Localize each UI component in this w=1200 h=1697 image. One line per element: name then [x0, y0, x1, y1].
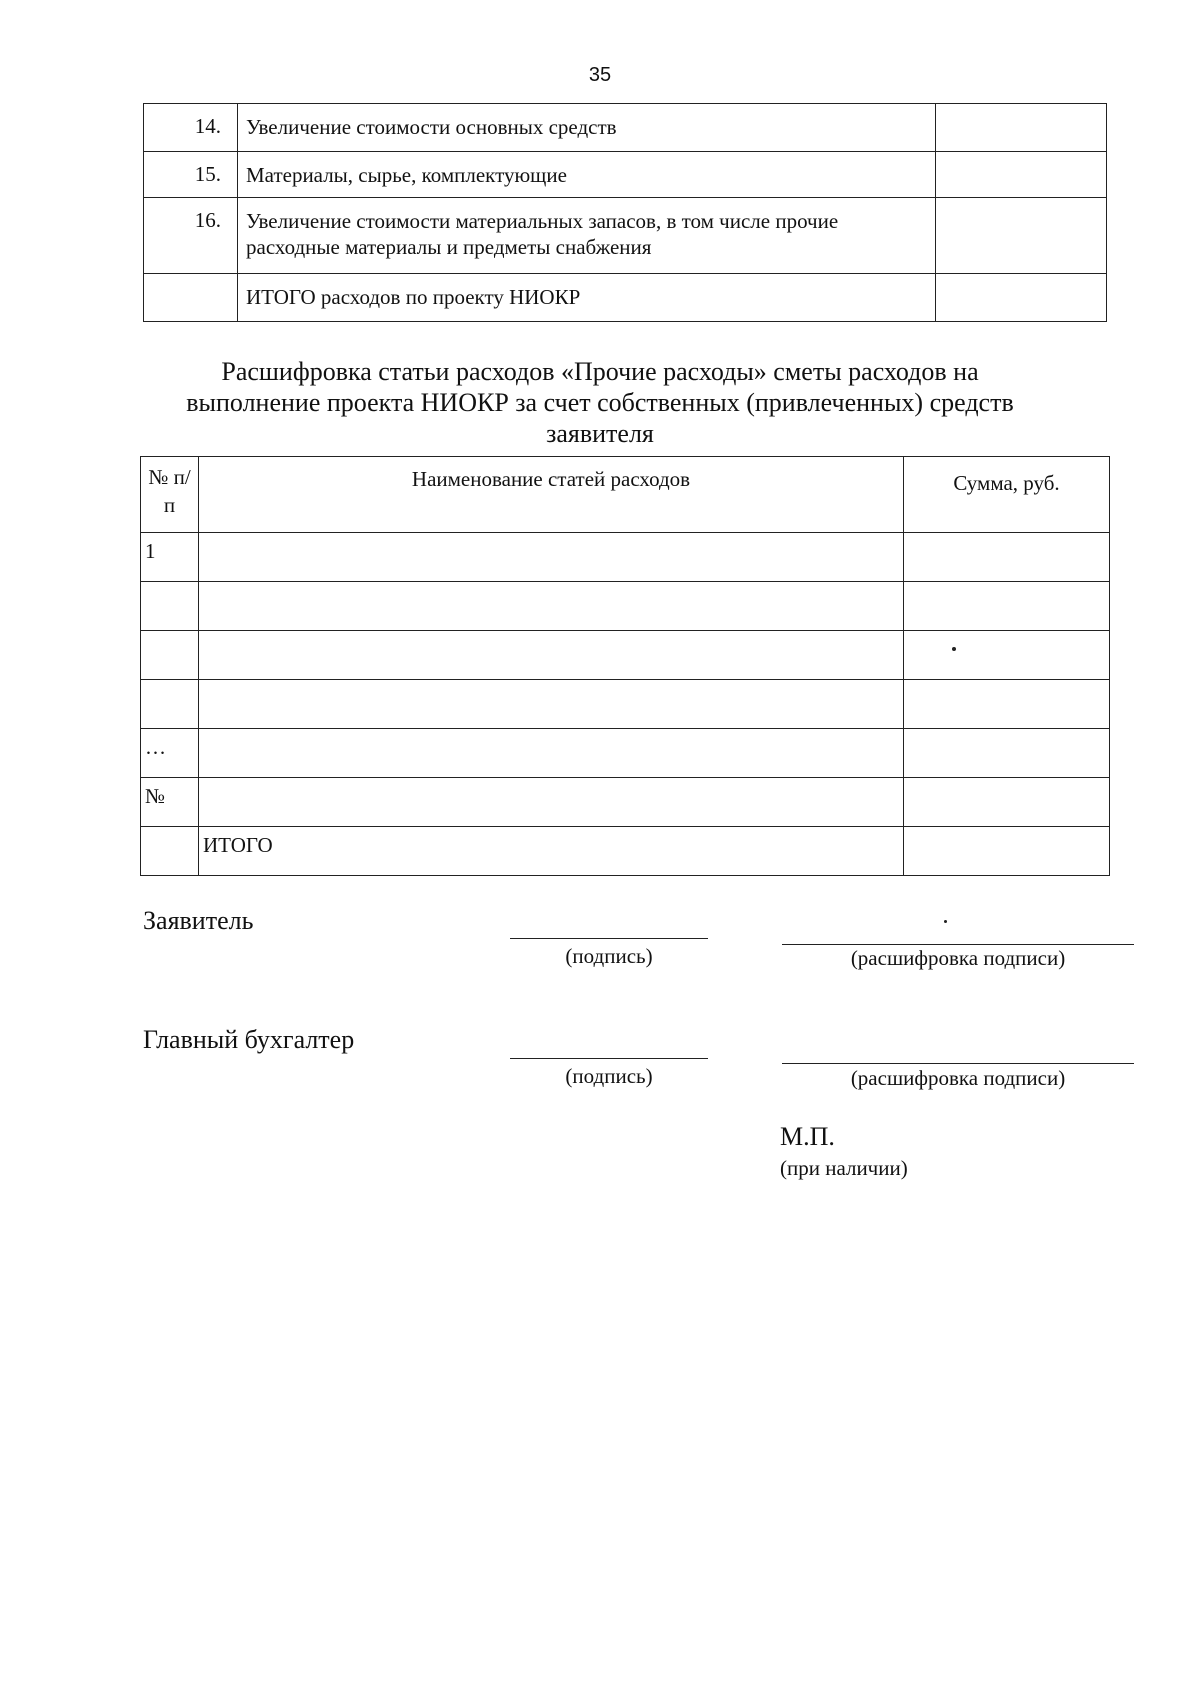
table-row [141, 582, 1110, 631]
header-number: № п/п [141, 457, 199, 533]
row-name: ИТОГО расходов по проекту НИОКР [238, 274, 936, 322]
row-name [199, 680, 904, 729]
accountant-signature-line [510, 1058, 708, 1059]
row-number: 16. [144, 198, 238, 274]
applicant-signature-caption: (подпись) [565, 944, 653, 968]
row-number: 15. [144, 152, 238, 198]
row-name: Увеличение стоимости основных средств [238, 104, 936, 152]
row-number: … [141, 729, 199, 778]
row-number [141, 827, 199, 876]
table-row [141, 778, 1110, 827]
stamp-note: (при наличии) [780, 1156, 908, 1180]
row-name: Увеличение стоимости материальных запасов, в том числе прочие расходные материалы и предметы снабжения [238, 198, 936, 274]
row-number [141, 631, 199, 680]
table-row [141, 533, 1110, 582]
row-sum [936, 274, 1107, 322]
stamp-label: М.П. [780, 1122, 835, 1151]
row-name: Материалы, сырье, комплектующие [238, 152, 936, 198]
row-name [199, 631, 904, 680]
accountant-transcript-caption: (расшифровка подписи) [850, 1066, 1066, 1090]
row-sum [904, 778, 1110, 827]
row-sum [904, 582, 1110, 631]
row-sum [904, 729, 1110, 778]
row-sum [904, 533, 1110, 582]
row-name [199, 778, 904, 827]
applicant-signature-line [510, 938, 708, 939]
accountant-signature-caption: (подпись) [565, 1064, 653, 1088]
row-name: ИТОГО [199, 827, 904, 876]
row-name [199, 533, 904, 582]
scan-speck [952, 647, 956, 651]
row-number [144, 274, 238, 322]
applicant-transcript-line [782, 944, 1134, 945]
table-header-row [141, 457, 1110, 533]
table-row [144, 198, 1107, 274]
row-number [141, 680, 199, 729]
header-name: Наименование статей расходов [199, 457, 904, 533]
row-number: № [141, 778, 199, 827]
row-sum [904, 680, 1110, 729]
accountant-transcript-line [782, 1063, 1134, 1064]
table-row [144, 274, 1107, 322]
section-title: Расшифровка статьи расходов «Прочие расходы» сметы расходов на выполнение проекта НИОКР за счет собственных (привлеченных) средств заявителя [186, 357, 1014, 448]
scan-speck [944, 920, 947, 923]
row-number: 1 [141, 533, 199, 582]
table-row [141, 680, 1110, 729]
cost-table [143, 103, 1107, 322]
page-number: 35 [588, 64, 612, 86]
row-number: 14. [144, 104, 238, 152]
table-row [141, 729, 1110, 778]
table-row [144, 104, 1107, 152]
header-sum: Сумма, руб. [904, 457, 1110, 533]
row-name [199, 729, 904, 778]
accountant-label: Главный бухгалтер [143, 1025, 355, 1054]
row-number [141, 582, 199, 631]
table-row [141, 631, 1110, 680]
row-sum [904, 827, 1110, 876]
breakdown-table [140, 456, 1110, 876]
row-sum [904, 631, 1110, 680]
row-sum [936, 198, 1107, 274]
row-sum [936, 104, 1107, 152]
table-row [144, 152, 1107, 198]
row-sum [936, 152, 1107, 198]
applicant-label: Заявитель [143, 906, 254, 935]
table-row [141, 827, 1110, 876]
applicant-transcript-caption: (расшифровка подписи) [850, 946, 1066, 970]
row-name [199, 582, 904, 631]
